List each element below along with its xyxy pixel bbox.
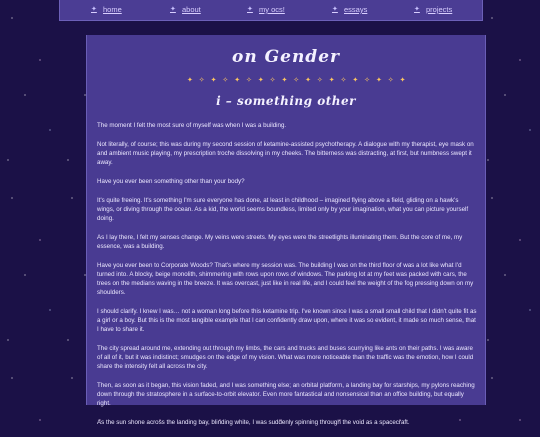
top-nav-bar — [59, 0, 483, 21]
section-title: i – something other — [216, 94, 356, 108]
essay-paragraph: The moment I felt the most sure of myself was when I was a building. — [97, 122, 287, 129]
nav-link-about-label: about — [182, 5, 201, 14]
essay-paragraph: Have you ever been to Corporate Woods? That's where my session was. The building I was on the third floor of was a lot like what I'd turned into. A blocky, beige monolith, shimmering with rows upon rows of windows. The parking lot at my feet was packed with cars, the trees on the medians waving in the breeze. It was overcast, just like in real life, and I could feel the weight of the fog pressing down on my shoulders. — [97, 262, 474, 296]
essay-paragraph: Then, as soon as it began, this vision faded, and I was something else; an orbital platform, a landing bay for starships, my pylons reaching down through the stratosphere in a surface-to-orbit elevator. Even more fantastical and nonsensical than an office building, but equally right. — [97, 382, 475, 407]
star-icon: ✦ — [414, 6, 420, 13]
star-icon: ✦ — [247, 6, 253, 13]
essay-paragraph: As I lay there, I felt my senses change. My veins were streets. My eyes were the streetlights illuminating them. But the core of me, my essence, was a building. — [97, 234, 463, 250]
nav-link-about[interactable] — [170, 5, 201, 14]
star-icon: ✦ — [91, 6, 97, 13]
page-title: on Gender — [232, 47, 340, 67]
star-divider: ✦ ✧ ✦ ✧ ✦ ✧ ✦ ✧ ✦ ✧ ✦ ✧ ✦ ✧ ✦ ✧ ✦ ✧ ✦ — [187, 77, 408, 84]
essay-paragraph: Not literally, of course; this was during my second session of ketamine-assisted psychotherapy. A dialogue with my therapist, eye mask on and ambient music playing, my prescription troche dissolving in my cheeks. The bitterness was distracting, at first, but numbness swept it away. — [97, 141, 474, 166]
nav-link-projects-label: projects — [426, 5, 453, 14]
essay-panel — [86, 35, 486, 426]
nav-link-essays[interactable] — [332, 5, 367, 14]
essay-paragraph: Have you ever been something other than your body? — [97, 178, 245, 185]
star-icon: ✦ — [332, 6, 338, 13]
essay-paragraph: It's quite freeing. It's something I'm sure everyone has done, at least in childhood – imagined flying above a field, gliding on a hawk's wings, or diving through the ocean. As a kid, the world seems boundless, limited only by your imagination, what you can picture yourself doing. — [97, 197, 469, 222]
nav-link-essays-label: essays — [344, 5, 368, 14]
nav-link-home[interactable] — [91, 5, 122, 14]
nav-link-my-ocs-label: my ocs! — [259, 5, 285, 14]
star-icon: ✦ — [170, 6, 176, 13]
nav-link-home-label: home — [103, 5, 122, 14]
nav-link-projects[interactable] — [414, 5, 452, 14]
essay-body — [97, 121, 477, 437]
essay-paragraph: As the sun shone across the landing bay, blinding white, I was suddenly spinning through the void as a spacecraft. — [97, 419, 410, 426]
essay-paragraph: I should clarify. I knew I was… not a woman long before this ketamine trip. I've known since I was a small small child that I didn't quite fit as a girl or a boy. But this is the most tangible example that I can confidently draw upon, where it was so evident, it made so much sense, that I have to share it. — [97, 308, 477, 333]
nav-link-my-ocs[interactable] — [247, 5, 285, 14]
essay-paragraph: The city spread around me, extending out through my limbs, the cars and trucks and buses scurrying like ants on their paths. I was aware of all of it, but it was indistinct; smudges on the edge of my vision. What was more noticeable than the traffic was the emotion, how I could share the intensity felt all across the city. — [97, 345, 474, 370]
